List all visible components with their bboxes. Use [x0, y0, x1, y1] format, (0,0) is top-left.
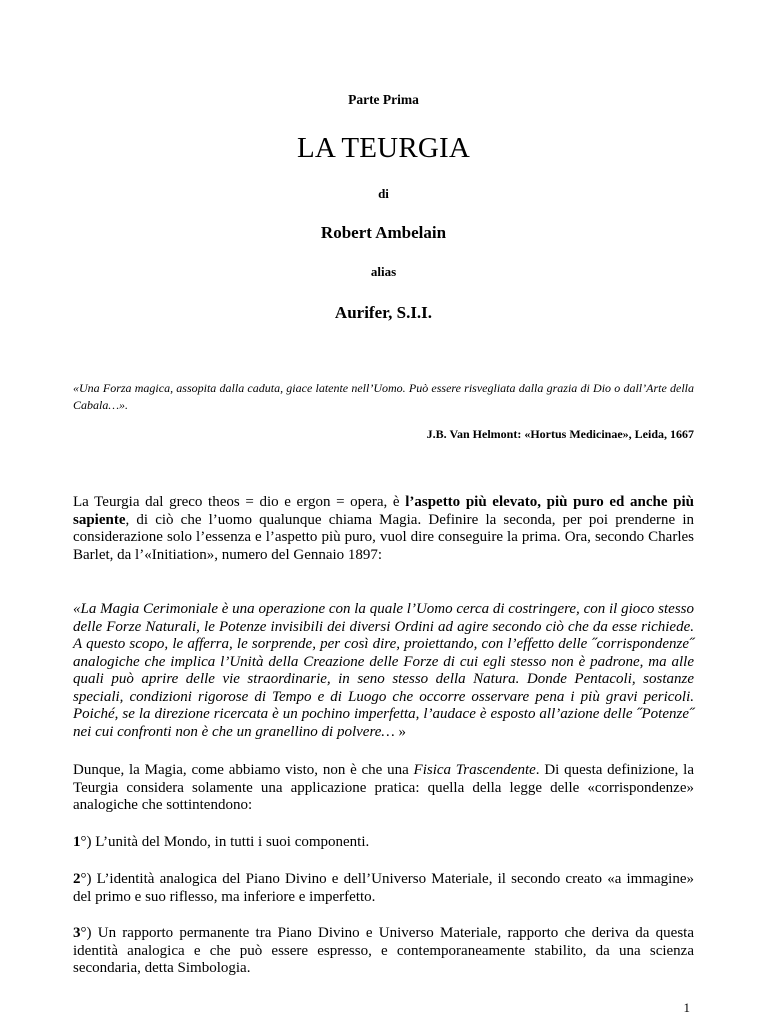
document-title: LA TEURGIA [296, 132, 471, 164]
epigraph-attribution: J.B. Van Helmont: «Hortus Medicinae», Leida, 1667 [426, 427, 694, 441]
list-item-suffix: °) [80, 925, 98, 941]
barlet-quote-text: «La Magia Cerimoniale è una operazione con la quale l’Uomo cerca di costringere, con il gioco stesso delle Forze Naturali, le Potenze invisibili dei diversi Ordini ad agire secondo ciò che da esse richiede. A questo scopo, le afferra, le sorprende, per così dire, proiettando, con l’effetto delle ˝corrispondenze˝ analogiche che implica l’Unità della Creazione delle Forze di cui egli stesso non è padrone, ma alle quali può aprire delle vie straordinarie, in seno stesso della Natura. Donde Pentacoli, sostanze speciali, condizioni rigorose di Tempo e di Luogo che occorre osservare pena i più gravi pericoli. Poiché, se la direzione ricercata è un pochino imperfetta, l’audace è esposto all’azione delle ˝Potenze˝ nei cui confronti non è che un granellino di polvere… [73, 601, 694, 740]
document-page [73, 0, 694, 1024]
list-item-number: 2 [73, 871, 81, 887]
paragraph-intro-start: La Teurgia dal greco theos = dio e ergon = opera, è [73, 494, 406, 510]
epigraph-text: «Una Forza magica, assopita dalla caduta, giace latente nell’Uomo. Può essere risvegliata dalla grazia di Dio o dall’Arte della Cabala…». [73, 381, 694, 412]
part-heading: Parte Prima [348, 92, 419, 107]
by-label: di [378, 186, 389, 201]
author-name: Robert Ambelain [320, 223, 447, 242]
list-item-suffix: °) [80, 871, 97, 887]
paragraph-magia-end: . Di questa definizione, la Teurgia considera solamente una applicazione pratica: quella della legge delle «corrispondenze» analogiche che sottintendono: [73, 762, 694, 813]
list-item [73, 925, 694, 978]
list-item-number: 3 [73, 925, 81, 941]
list-item-text: Un rapporto permanente tra Piano Divino e Universo Materiale, rapporto che deriva da questa identità analogica e che può essere espresso, e contemporaneamente stabilito, da una scienza secondaria, detta Simbologia. [73, 925, 694, 976]
paragraph-intro [73, 494, 694, 564]
paragraph-magia-italic: Fisica Trascendente [413, 762, 536, 778]
alias-label: alias [370, 264, 397, 279]
list-item-suffix: °) [80, 834, 96, 850]
pen-name: Aurifer, S.I.I. [334, 303, 433, 322]
list-item-number: 1 [73, 834, 81, 850]
list-item [73, 871, 694, 906]
page-number: 1 [683, 1000, 690, 1015]
paragraph-magia [73, 762, 694, 815]
barlet-quote-close: » [394, 723, 406, 740]
list-item [73, 834, 694, 852]
list-item-text: L’identità analogica del Piano Divino e dell’Universo Materiale, il secondo creato «a immagine» del primo e suo riflesso, ma inferiore e imperfetto. [73, 871, 694, 905]
paragraph-magia-start: Dunque, la Magia, come abbiamo visto, non è che una [73, 762, 414, 778]
barlet-quote [73, 601, 694, 741]
paragraph-intro-bold: l’aspetto più elevato, più puro ed anche più sapiente [73, 494, 695, 528]
list-item-text: L’unità del Mondo, in tutti i suoi componenti. [95, 834, 370, 850]
paragraph-intro-end: , di ciò che l’uomo qualunque chiama Magia. Definire la seconda, per poi prenderne in considerazione solo l’essenza e l’aspetto più puro, vuol dire conseguire la prima. Ora, secondo Charles Barlet, da l’«Initiation», numero del Gennaio 1897: [73, 511, 694, 563]
